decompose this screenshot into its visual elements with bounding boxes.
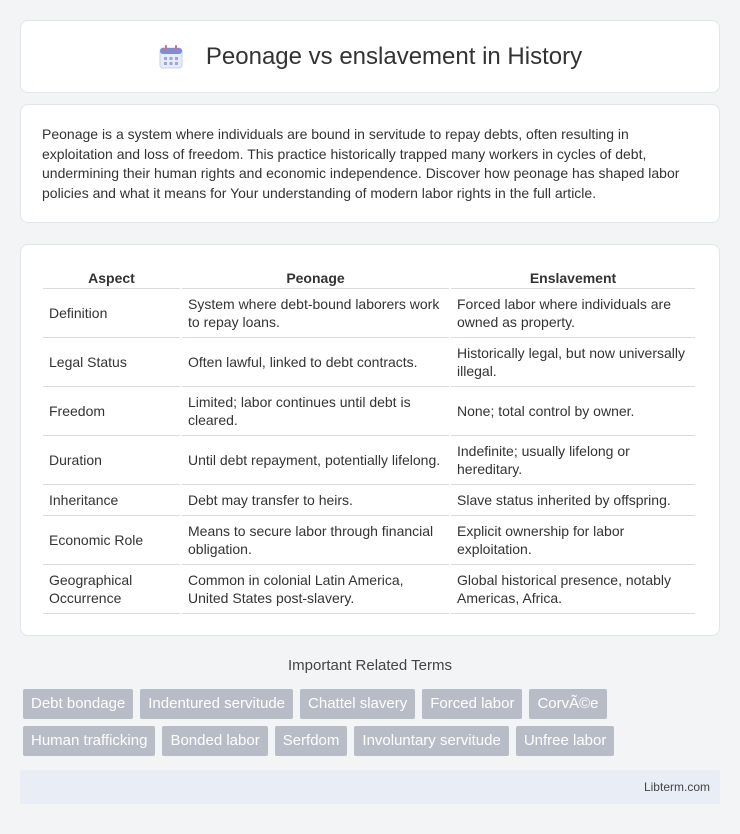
cell-peonage: Until debt repayment, potentially lifelong. <box>182 436 449 485</box>
table-row <box>43 565 695 614</box>
cell-aspect: Duration <box>43 436 180 485</box>
related-terms-title: Important Related Terms <box>288 657 452 674</box>
tag-debt-bondage[interactable]: Debt bondage <box>23 689 133 719</box>
tag-forced-labor[interactable]: Forced labor <box>422 689 522 719</box>
cell-enslavement: Historically legal, but now universally illegal. <box>451 338 695 387</box>
table-row <box>43 338 695 387</box>
cell-aspect: Geographical Occurrence <box>43 565 180 614</box>
footer <box>20 770 720 804</box>
tag-indentured-servitude[interactable]: Indentured servitude <box>140 689 293 719</box>
table-row <box>43 516 695 565</box>
cell-peonage: Limited; labor continues until debt is cleared. <box>182 387 449 436</box>
tag-corvee[interactable]: CorvÃ©e <box>529 689 606 719</box>
table-row <box>43 387 695 436</box>
cell-enslavement: Forced labor where individuals are owned as property. <box>451 289 695 338</box>
intro-text: Peonage is a system where individuals are bound in servitude to repay debts, often resulting in exploitation and loss of freedom. This practice historically trapped many workers in cycles of debt, undermining their human rights and economic independence. Discover how peonage has shaped labor policies and what it means for Your understanding of modern labor rights in the full article. <box>42 126 680 201</box>
comparison-table <box>41 265 697 614</box>
header-peonage: Peonage <box>182 265 449 289</box>
cell-enslavement: None; total control by owner. <box>451 387 695 436</box>
cell-enslavement: Explicit ownership for labor exploitation. <box>451 516 695 565</box>
cell-peonage: Often lawful, linked to debt contracts. <box>182 338 449 387</box>
calendar-icon <box>158 44 184 70</box>
tag-row <box>23 689 723 719</box>
related-terms-tags <box>23 689 723 763</box>
table-row <box>43 436 695 485</box>
cell-aspect: Legal Status <box>43 338 180 387</box>
cell-enslavement: Indefinite; usually lifelong or hereditary. <box>451 436 695 485</box>
cell-aspect: Freedom <box>43 387 180 436</box>
cell-aspect: Definition <box>43 289 180 338</box>
cell-enslavement: Global historical presence, notably Americas, Africa. <box>451 565 695 614</box>
header-enslavement: Enslavement <box>451 265 695 289</box>
tag-serfdom[interactable]: Serfdom <box>275 726 348 756</box>
tag-unfree-labor[interactable]: Unfree labor <box>516 726 615 756</box>
tag-human-trafficking[interactable]: Human trafficking <box>23 726 155 756</box>
cell-peonage: Means to secure labor through financial obligation. <box>182 516 449 565</box>
cell-enslavement: Slave status inherited by offspring. <box>451 485 695 516</box>
header-aspect: Aspect <box>43 265 180 289</box>
table-row <box>43 289 695 338</box>
tag-involuntary-servitude[interactable]: Involuntary servitude <box>354 726 508 756</box>
page-title: Peonage vs enslavement in History <box>205 42 583 70</box>
comparison-table-card <box>20 244 720 636</box>
table-row <box>43 485 695 516</box>
cell-aspect: Economic Role <box>43 516 180 565</box>
header-card <box>20 20 720 93</box>
table-header-row <box>43 265 695 289</box>
cell-peonage: Common in colonial Latin America, United States post-slavery. <box>182 565 449 614</box>
tag-bonded-labor[interactable]: Bonded labor <box>162 726 267 756</box>
cell-peonage: System where debt-bound laborers work to repay loans. <box>182 289 449 338</box>
cell-aspect: Inheritance <box>43 485 180 516</box>
cell-peonage: Debt may transfer to heirs. <box>182 485 449 516</box>
tag-chattel-slavery[interactable]: Chattel slavery <box>300 689 415 719</box>
tag-row <box>23 726 723 756</box>
intro-card <box>20 104 720 223</box>
footer-site-link[interactable]: Libterm.com <box>643 780 710 794</box>
